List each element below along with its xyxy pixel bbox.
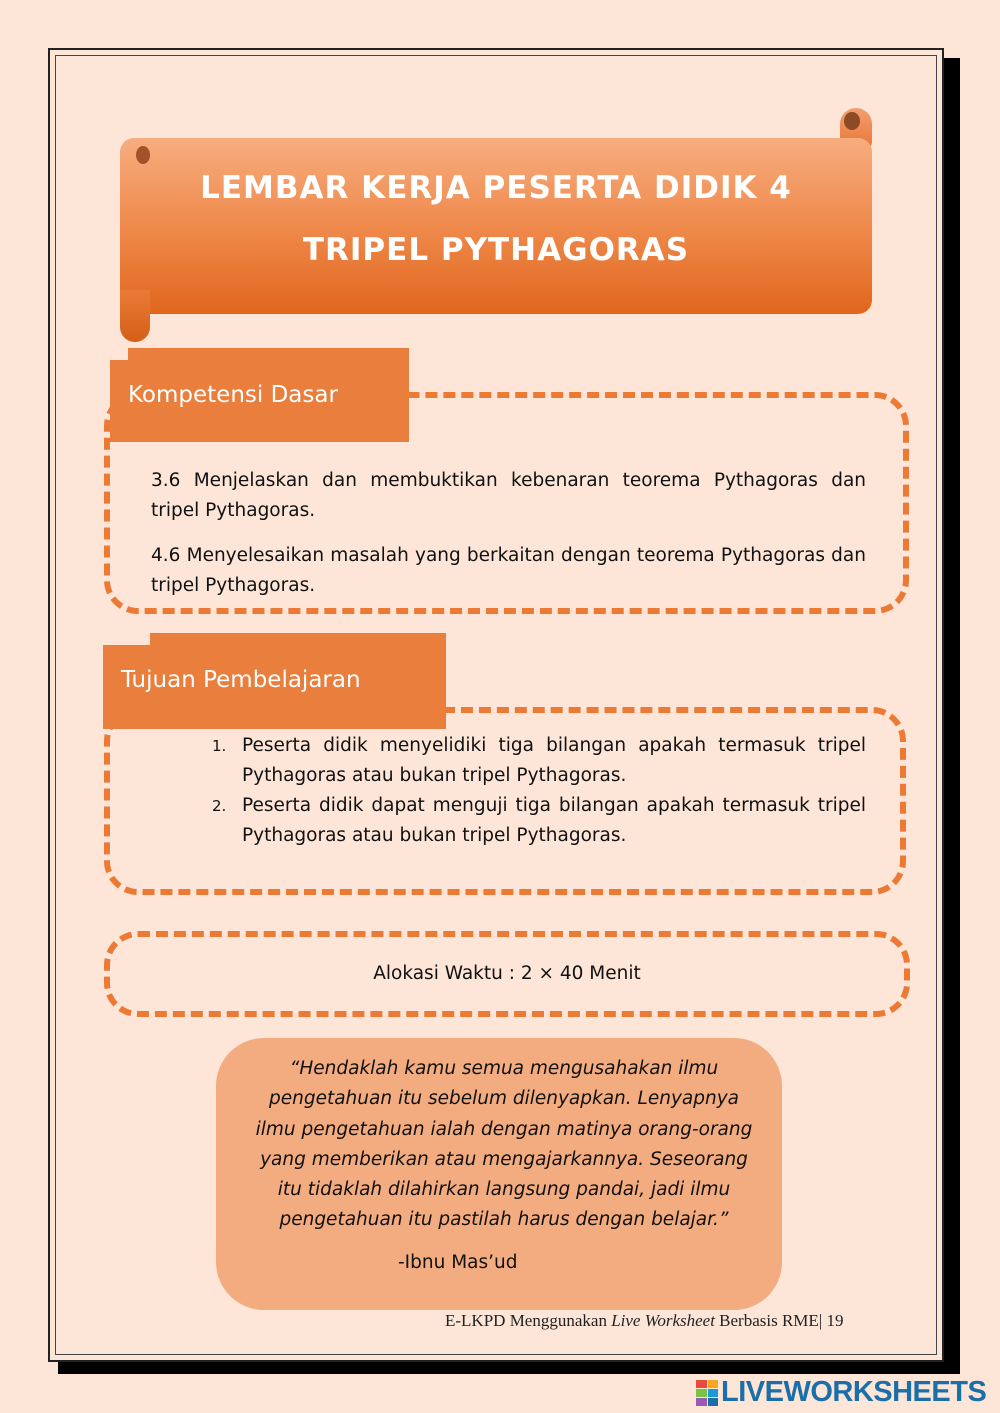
- list-text: Peserta didik dapat menguji tiga bilangan apakah termasuk tripel Pythagoras atau bukan tripel Pythagoras.: [242, 795, 866, 846]
- list-item: [212, 791, 866, 851]
- quote-author: -Ibnu Mas’ud: [398, 1252, 518, 1273]
- scroll-curl-dot: [844, 112, 860, 130]
- page-footer: [445, 1311, 843, 1331]
- list-number: 1.: [212, 737, 227, 755]
- list-item: [212, 731, 866, 791]
- page-title: LEMBAR KERJA PESERTA DIDIK 4: [200, 170, 792, 206]
- brand-name: LIVEWORKSHEETS: [721, 1376, 987, 1408]
- scroll-curl-dot: [136, 146, 150, 164]
- liveworksheets-icon: [696, 1380, 718, 1406]
- list-text: Peserta didik menyelidiki tiga bilangan apakah termasuk tripel Pythagoras atau bukan tripel Pythagoras.: [242, 735, 866, 786]
- list-number: 2.: [212, 797, 227, 815]
- time-allocation: Alokasi Waktu : 2 × 40 Menit: [373, 963, 641, 984]
- section-tag-tujuan: Tujuan Pembelajaran: [103, 645, 446, 729]
- footer-prefix: E-LKPD Menggunakan: [445, 1311, 612, 1330]
- page-subtitle: TRIPEL PYTHAGORAS: [302, 232, 690, 268]
- title-scroll: [120, 138, 872, 314]
- tujuan-list: [212, 731, 866, 851]
- section-tag-kompetensi: Kompetensi Dasar: [110, 360, 409, 442]
- liveworksheets-logo: [696, 1376, 986, 1409]
- scroll-curl-left: [120, 290, 150, 342]
- kompetensi-item: 4.6 Menyelesaikan masalah yang berkaitan dengan teorema Pythagoras dan tripel Pythagoras.: [151, 545, 866, 596]
- footer-suffix: Berbasis RME| 19: [714, 1311, 844, 1330]
- kompetensi-item: 3.6 Menjelaskan dan membuktikan kebenaran teorema Pythagoras dan tripel Pythagoras.: [151, 470, 866, 521]
- quote-text: “Hendaklah kamu semua mengusahakan ilmu pengetahuan itu sebelum dilenyapkan. Lenyapnya ilmu pengetahuan ialah dengan matinya orang-orang yang memberikan atau mengajarkannya. Seseorang itu tidaklah dilahirkan langsung pandai, jadi ilmu pengetahuan itu pastilah harus dengan belajar.”: [255, 1058, 753, 1231]
- footer-italic: Live Worksheet: [611, 1311, 715, 1330]
